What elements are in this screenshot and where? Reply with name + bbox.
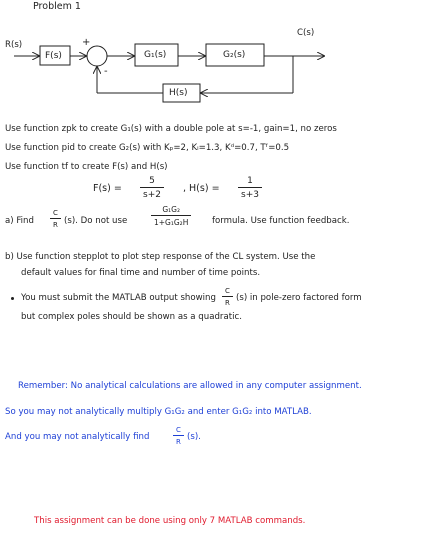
block-h-label: H(s) <box>169 88 188 98</box>
block-g2-label: G₂(s) <box>223 50 246 60</box>
part-a-pre: a) Find <box>5 216 34 226</box>
bullet-cr-denominator: R <box>222 296 233 307</box>
bullet-line-2: but complex poles should be shown as a quadratic. <box>21 312 242 322</box>
part-a-mid: (s). Do not use <box>64 216 128 226</box>
remember-cr-numerator: C <box>176 426 181 434</box>
cr-numerator: C <box>53 209 58 217</box>
h-denominator: s+3 <box>238 187 262 200</box>
remember-cr-fraction <box>173 426 184 446</box>
bullet-cr-fraction <box>222 287 233 307</box>
formula-fraction <box>151 205 191 227</box>
block-f-label: F(s) <box>45 51 62 61</box>
summing-junction <box>87 46 107 66</box>
f-lhs: F(s) = <box>93 183 122 194</box>
h-lhs: , H(s) = <box>183 183 220 194</box>
f-fraction <box>140 176 164 200</box>
bullet-cr-numerator: C <box>225 287 230 295</box>
remember-line-3-pre: And you may not analytically find <box>5 432 150 442</box>
remember-line-3-post: (s). <box>187 432 201 442</box>
remember-line-2: So you may not analytically multiply G₁G₂ and enter G₁G₂ into MATLAB. <box>5 407 312 417</box>
block-g1-label: G₁(s) <box>144 50 167 60</box>
part-a-post: formula. Use function feedback. <box>212 216 350 226</box>
h-fraction <box>238 176 262 200</box>
remember-line-1: Remember: No analytical calculations are allowed in any computer assignment. <box>18 381 362 391</box>
problem-title: Problem 1 <box>33 1 81 12</box>
plus-sign: + <box>82 37 91 48</box>
block-diagram <box>0 0 421 110</box>
closing-note: This assignment can be done using only 7 MATLAB commands. <box>34 516 306 526</box>
bullet-line-1-post: (s) in pole-zero factored form <box>236 293 362 303</box>
remember-cr-denominator: R <box>173 435 184 446</box>
formula-numerator: G₁G₂ <box>162 205 180 214</box>
bullet-line-1-pre: You must submit the MATLAB output showing <box>21 293 216 303</box>
f-numerator: 5 <box>149 176 155 186</box>
input-label: R(s) <box>5 40 23 50</box>
part-b-line-1: b) Use function stepplot to plot step response of the CL system. Use the <box>5 252 316 262</box>
h-numerator: 1 <box>247 176 253 186</box>
minus-sign: - <box>104 66 108 77</box>
cr-denominator: R <box>50 218 61 229</box>
part-b-line-2: default values for final time and number of time points. <box>21 268 261 278</box>
instruction-line-1: Use function zpk to create G₁(s) with a double pole at s=-1, gain=1, no zeros <box>5 124 337 134</box>
bullet-dot <box>11 297 14 300</box>
f-denominator: s+2 <box>140 187 164 200</box>
output-label: C(s) <box>297 28 315 38</box>
formula-denominator: 1+G₁G₂H <box>151 215 191 227</box>
cr-fraction <box>50 209 61 229</box>
instruction-line-3: Use function tf to create F(s) and H(s) <box>5 162 168 172</box>
instruction-line-2: Use function pid to create G₂(s) with Kₚ=2, Kᵢ=1.3, Kᵈ=0.7, Tᶠ=0.5 <box>5 143 290 153</box>
